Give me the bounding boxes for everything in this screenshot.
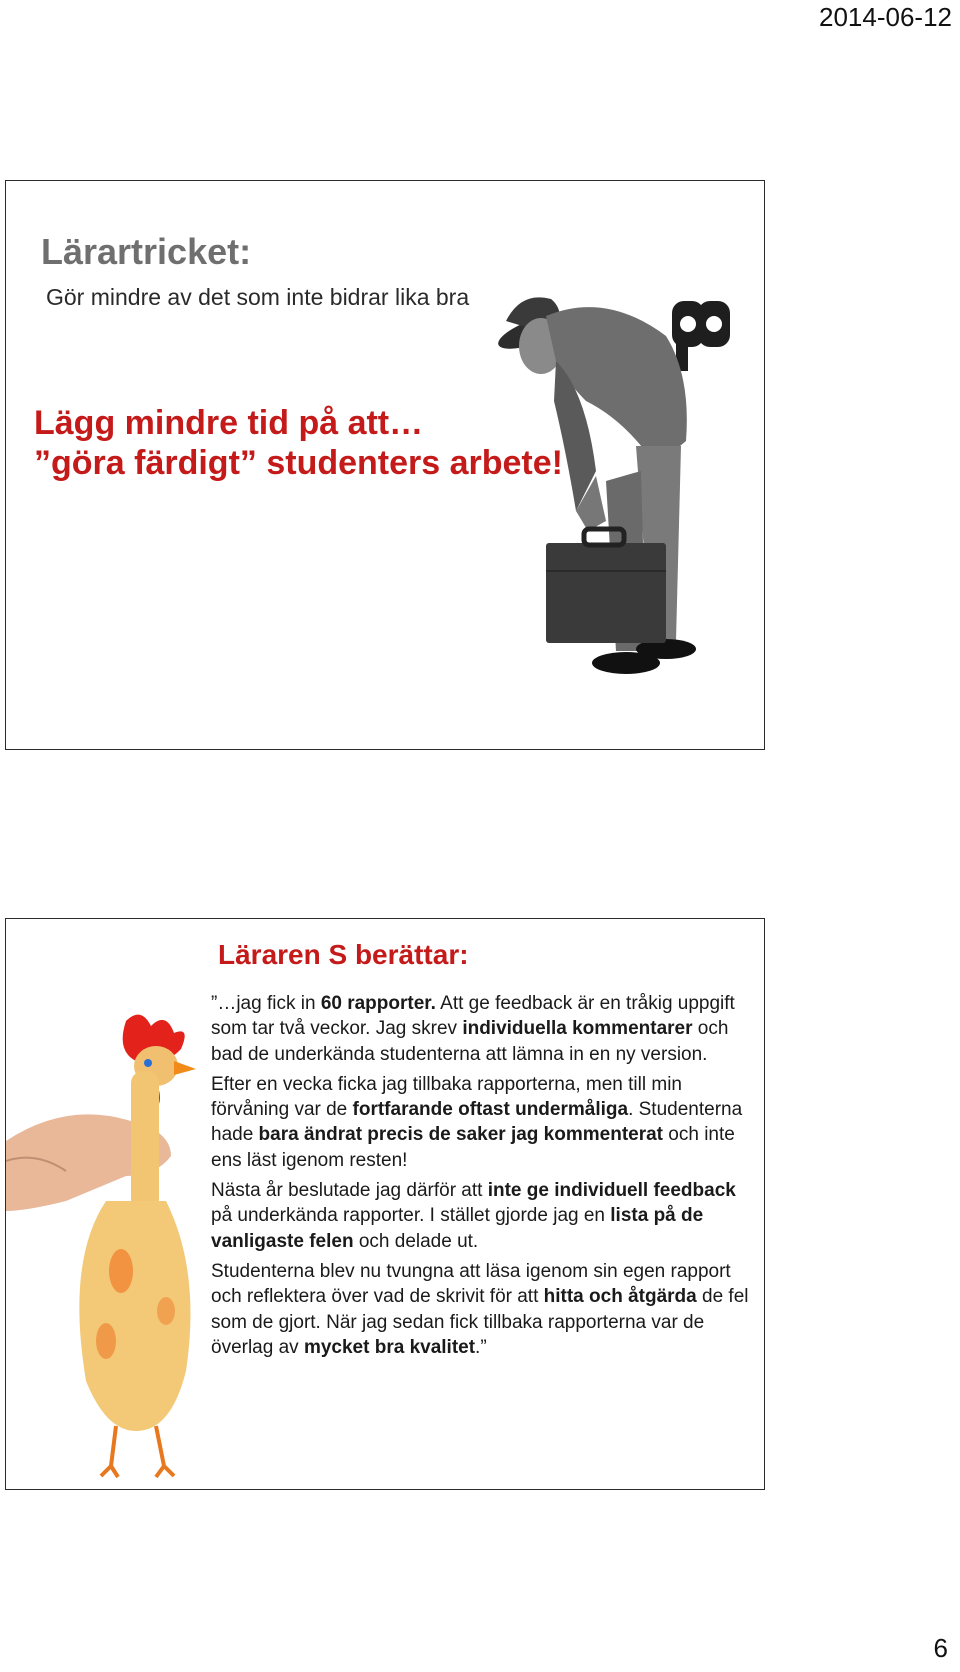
text-run: .” bbox=[475, 1336, 487, 1358]
slide-2 bbox=[5, 918, 765, 1490]
bold-text-run: mycket bra kvalitet bbox=[303, 1336, 476, 1358]
text-run: Efter en vecka ficka jag tillbaka rapporterna, men till min förvåning var de bbox=[211, 1073, 682, 1121]
text-run: ”…jag fick in bbox=[211, 993, 321, 1014]
text-run: Nästa år beslutade jag därför att bbox=[211, 1180, 488, 1202]
highlight-line-2: ”göra färdigt” studenters arbete! bbox=[34, 444, 563, 482]
rubber-chicken-icon bbox=[6, 1011, 206, 1481]
story-text bbox=[211, 991, 751, 1365]
story-paragraph-2 bbox=[211, 1072, 751, 1173]
page-number: 6 bbox=[933, 1633, 948, 1663]
bold-text-run: lista på de vanligaste felen bbox=[211, 1205, 704, 1252]
header-date: 2014-06-12 bbox=[819, 2, 952, 32]
text-run: och bad de underkända studenterna att lämna in en ny version. bbox=[211, 1018, 729, 1065]
text-run: och inte ens läst igenom resten! bbox=[211, 1124, 735, 1171]
slide-1 bbox=[5, 180, 765, 750]
bold-text-run: individuella kommentarer bbox=[462, 1018, 693, 1040]
bold-text-run: inte ge individuell feedback bbox=[487, 1180, 736, 1202]
story-paragraph-3 bbox=[211, 1178, 751, 1254]
bold-text-run: hitta och åtgärda bbox=[543, 1286, 697, 1308]
story-paragraph-1 bbox=[211, 991, 751, 1067]
slide-subtitle: Gör mindre av det som inte bidrar lika bra bbox=[46, 284, 470, 310]
bold-text-run: 60 rapporter. bbox=[320, 993, 436, 1014]
slide-title: Läraren S berättar: bbox=[218, 939, 469, 970]
wind-up-businessman-icon bbox=[476, 281, 756, 711]
text-run: . Studenterna hade bbox=[211, 1099, 743, 1146]
text-run: de fel som de gjort. När jag sedan fick tillbaka rapporterna var de överlag av bbox=[211, 1286, 749, 1358]
bold-text-run: bara ändrat precis de saker jag kommenterat bbox=[258, 1124, 664, 1146]
story-paragraph-4 bbox=[211, 1259, 751, 1360]
text-run: Att ge feedback är en tråkig uppgift som tar två veckor. Jag skrev bbox=[211, 993, 735, 1040]
text-run: på underkända rapporter. I stället gjorde jag en bbox=[211, 1205, 611, 1227]
bold-text-run: fortfarande oftast undermåliga bbox=[352, 1099, 629, 1121]
text-run: och delade ut. bbox=[353, 1230, 479, 1252]
highlight-line-1: Lägg mindre tid på att… bbox=[34, 404, 424, 442]
slide-title: Lärartricket: bbox=[41, 231, 252, 272]
text-run: Studenterna blev nu tvungna att läsa igenom sin egen rapport och reflektera över vad de skrivit för att bbox=[211, 1260, 731, 1308]
